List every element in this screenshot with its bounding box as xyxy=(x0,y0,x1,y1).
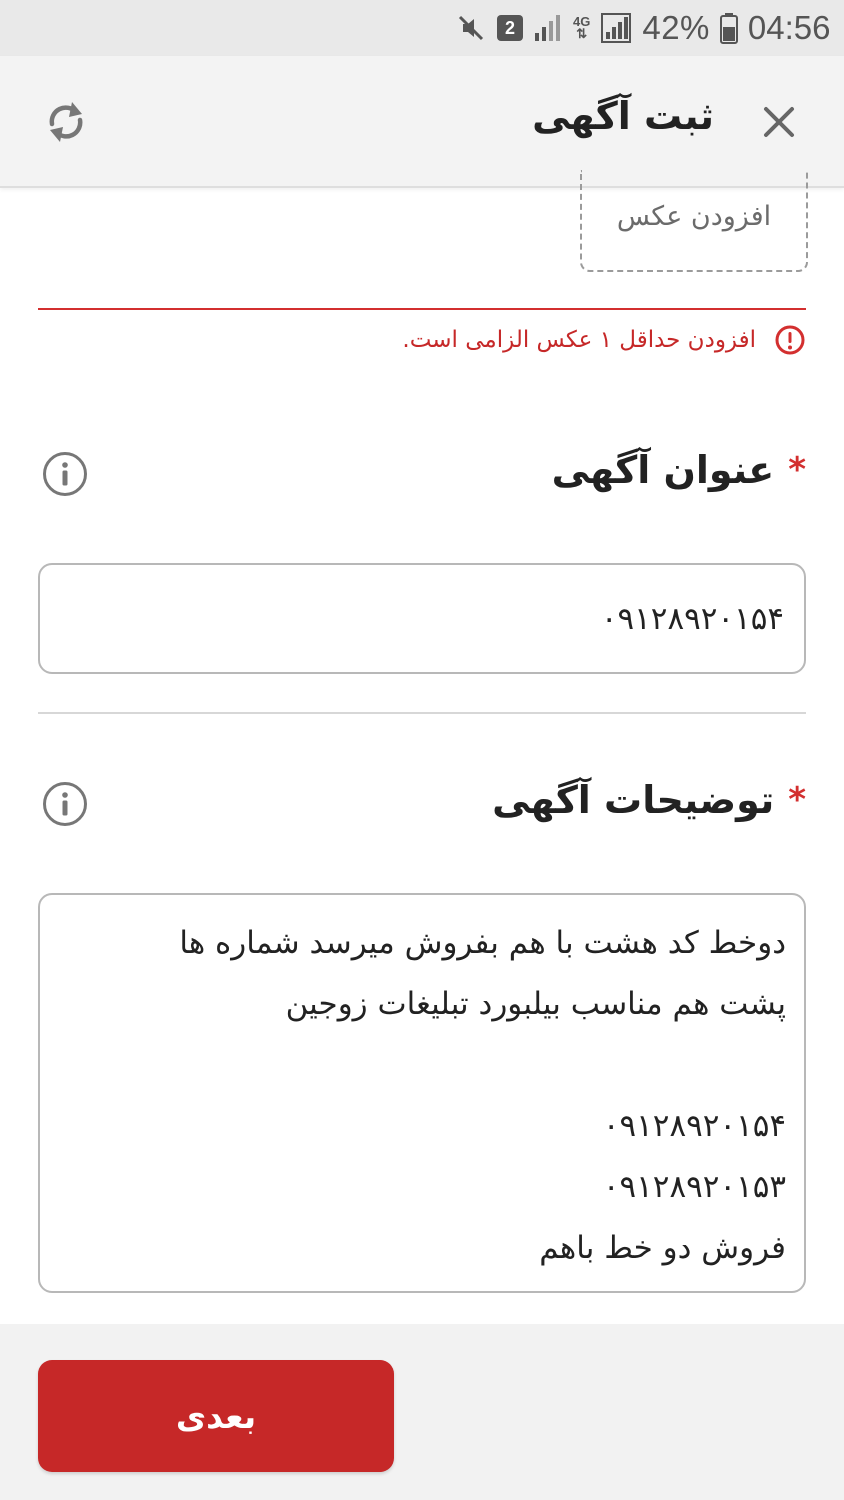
network-type: 4G ⇅ xyxy=(573,14,591,41)
close-icon xyxy=(762,105,796,139)
next-button-label: بعدی xyxy=(175,1396,257,1436)
add-photo-label: افزودن عکس xyxy=(616,201,772,232)
description-line: ۰۹۱۲۸۹۲۰۱۵۳ xyxy=(602,1169,786,1205)
add-photo-button[interactable] xyxy=(580,170,808,272)
title-field-label xyxy=(552,448,806,492)
title-label-text: عنوان آگهی xyxy=(551,448,775,492)
app-header xyxy=(0,56,844,188)
info-icon[interactable] xyxy=(42,781,88,827)
required-star: * xyxy=(788,450,806,490)
divider xyxy=(38,712,806,714)
description-line: ۰۹۱۲۸۹۲۰۱۵۴ xyxy=(602,1108,786,1144)
description-line: پشت هم مناسب بیلبورد تبلیغات زوجین xyxy=(285,986,786,1022)
error-icon xyxy=(774,324,806,356)
required-star: * xyxy=(788,780,806,820)
photo-error-message xyxy=(402,322,806,358)
battery-icon xyxy=(720,12,738,44)
description-line: فروش دو خط باهم xyxy=(539,1230,786,1266)
signal-strength-icon xyxy=(600,12,632,44)
status-bar xyxy=(0,0,844,56)
description-line xyxy=(58,1035,786,1096)
status-icons xyxy=(455,0,831,56)
title-input[interactable] xyxy=(38,563,806,674)
photo-error-underline xyxy=(38,308,806,310)
description-label-text: توضیحات آگهی xyxy=(492,778,775,822)
description-textarea[interactable] xyxy=(38,893,806,1293)
signal-icon xyxy=(533,13,563,43)
close-button[interactable] xyxy=(752,92,806,152)
page-title: ثبت آگهی xyxy=(532,94,714,138)
sim-badge: 2 xyxy=(497,15,523,41)
refresh-icon xyxy=(44,98,88,146)
clock: 04:56 xyxy=(747,9,831,46)
info-icon[interactable] xyxy=(42,451,88,497)
title-input-value: ۰۹۱۲۸۹۲۰۱۵۴ xyxy=(600,600,784,637)
photo-error-text: افزودن حداقل ۱ عکس الزامی است. xyxy=(402,327,756,353)
mute-icon xyxy=(455,12,487,44)
battery-percent: 42% xyxy=(642,9,710,46)
description-field-label xyxy=(492,778,806,822)
description-line: دوخط کد هشت با هم بفروش میرسد شماره ها xyxy=(179,925,786,961)
footer-bar xyxy=(0,1324,844,1500)
refresh-button[interactable] xyxy=(36,92,96,152)
next-button[interactable] xyxy=(38,1360,394,1472)
